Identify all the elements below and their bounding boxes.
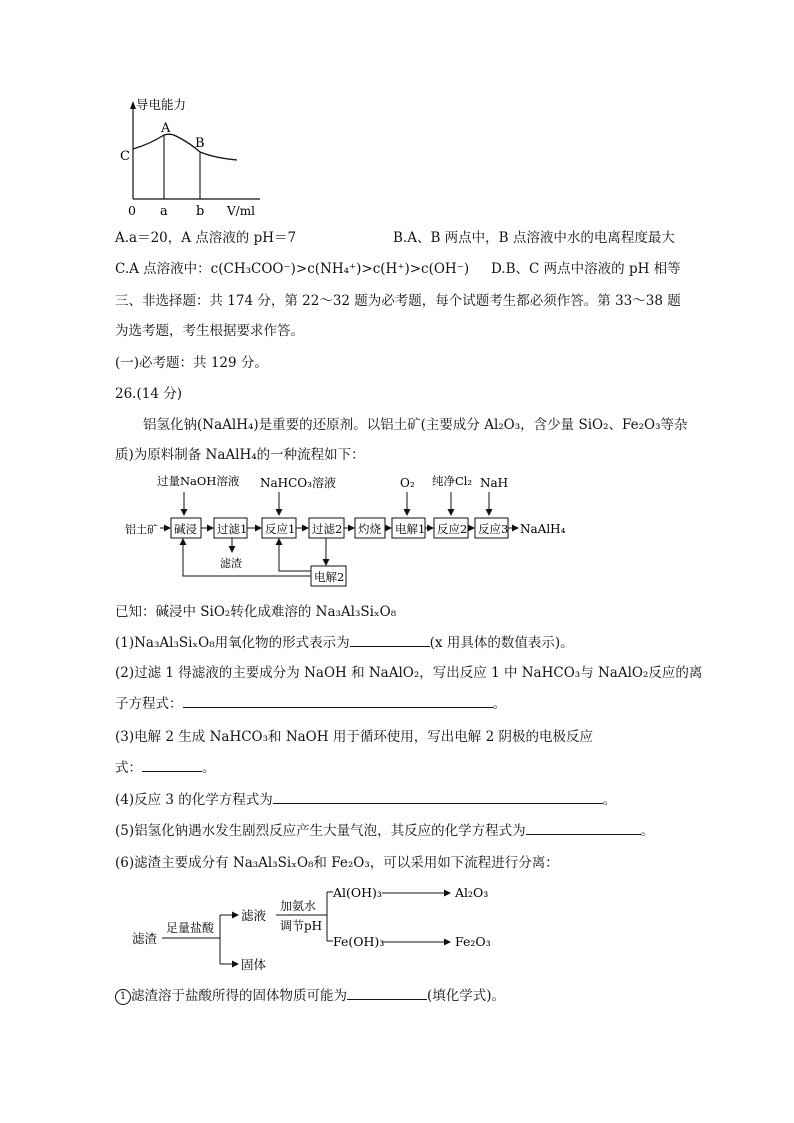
flow2-ph: 调节pH [280, 919, 323, 933]
box-leach: 碱浸 [174, 522, 197, 536]
box-electrolysis-1: 电解1 [395, 522, 426, 536]
option-b: B.A、B 两点中，B 点溶液中水的电离程度最大 [393, 230, 675, 246]
option-d: D.B、C 两点中溶液的 pH 相等 [491, 261, 681, 277]
flow2-ammonia: 加氨水 [280, 899, 317, 913]
point-c-label: C [120, 149, 130, 164]
box-electrolysis-2: 电解2 [314, 570, 345, 584]
question-2-line-1: (2)过滤 1 得滤液的主要成分为 NaOH 和 NaAlO₂，写出反应 1 中 NaHCO₃与 NaAlO₂反应的离 [115, 665, 703, 681]
reagent-nahco3: NaHCO₃溶液 [260, 476, 336, 490]
answer-blank-4[interactable] [273, 791, 603, 804]
circled-number: 1 [115, 989, 131, 1005]
x-axis-label: V/ml [227, 204, 255, 218]
answer-blank-6-1[interactable] [347, 987, 427, 1000]
origin-label: 0 [128, 203, 136, 218]
point-b-label: B [195, 136, 205, 151]
option-a: A.a＝20，A 点溶液的 pH＝7 [115, 230, 297, 246]
question-intro-2: 质)为原料制备 NaAlH₄的一种流程如下： [115, 447, 365, 463]
separation-flow-diagram [130, 880, 510, 980]
question-5: (5)铝氢化钠遇水发生剧烈反应产生大量气泡，其反应的化学方程式为 。 [115, 823, 655, 839]
product-naalh4: NaAlH₄ [520, 522, 566, 536]
answer-blank-2[interactable] [183, 695, 493, 708]
question-1: (1)Na₃Al₃SiₓO₈用氧化物的形式表示为 (x 用具体的数值表示)。 [115, 635, 574, 651]
flow2-feoh3: Fe(OH)₃ [333, 934, 385, 949]
section-line-1: 三、非选择题：共 174 分，第 22～32 题为必考题，每个试题考生都必须作答。第 33～38 题 [115, 293, 681, 309]
answer-blank-3[interactable] [142, 759, 202, 772]
flow2-filtrate: 滤液 [241, 908, 267, 923]
question-6-1: 1 滤渣溶于盐酸所得的固体物质可能为 (填化学式)。 [115, 987, 505, 1005]
question-number: 26.(14 分) [115, 386, 182, 402]
flow2-aloh3: Al(OH)₃ [333, 885, 382, 900]
residue-label: 滤渣 [220, 557, 242, 570]
reagent-cl2: 纯净Cl₂ [432, 474, 473, 488]
point-a-label: A [161, 121, 171, 136]
flow2-al2o3: Al₂O₃ [455, 885, 489, 900]
known-info: 已知：碱浸中 SiO₂转化成难溶的 Na₃Al₃SiₓO₈ [115, 604, 397, 620]
y-axis-label: 导电能力 [136, 97, 187, 112]
reagent-nah: NaH [480, 476, 509, 490]
tick-a-label: a [160, 204, 168, 219]
question-2-line-2: 子方程式： 。 [115, 696, 506, 712]
answer-blank-5[interactable] [526, 822, 641, 835]
box-filter-1: 过滤1 [217, 522, 248, 536]
flow2-acid: 足量盐酸 [166, 921, 215, 935]
process-flow-diagram [115, 470, 595, 590]
question-intro-1: 铝氢化钠(NaAlH₄)是重要的还原剂。以铝土矿(主要成分 Al₂O₃，含少量 SiO₂、Fe₂O₃等杂 [143, 417, 688, 433]
conductivity-graph [110, 96, 270, 221]
tick-b-label: b [196, 204, 205, 219]
flow2-fe2o3: Fe₂O₃ [455, 934, 491, 949]
reagent-o2: O₂ [400, 476, 415, 490]
reagent-naoh: 过量NaOH溶液 [157, 474, 240, 488]
question-6: (6)滤渣主要成分有 Na₃Al₃SiₓO₈和 Fe₂O₃，可以采用如下流程进行分离： [115, 855, 559, 871]
box-react-2: 反应2 [437, 522, 468, 536]
question-3-line-1: (3)电解 2 生成 NaHCO₃和 NaOH 用于循环使用，写出电解 2 阴极的电极反应 [115, 729, 593, 745]
section-subheading: (一)必考题：共 129 分。 [115, 355, 268, 371]
question-4: (4)反应 3 的化学方程式为 。 [115, 792, 617, 808]
answer-blank-1[interactable] [350, 634, 430, 647]
box-react-3: 反应3 [478, 522, 509, 536]
conductivity-curve [133, 134, 237, 160]
input-bauxite: 铝土矿 [125, 523, 158, 536]
flow2-start: 滤渣 [132, 931, 158, 946]
question-3-line-2: 式： 。 [115, 760, 216, 776]
box-react-1: 反应1 [265, 522, 296, 536]
box-filter-2: 过滤2 [312, 522, 343, 536]
box-calcine: 灼烧 [358, 522, 381, 536]
option-c: C.A 点溶液中：c(CH₃COO⁻)>c(NH₄⁺)>c(H⁺)>c(OH⁻) [115, 261, 470, 277]
section-line-2: 为选考题，考生根据要求作答。 [115, 323, 304, 339]
flow2-solid: 固体 [241, 957, 267, 972]
